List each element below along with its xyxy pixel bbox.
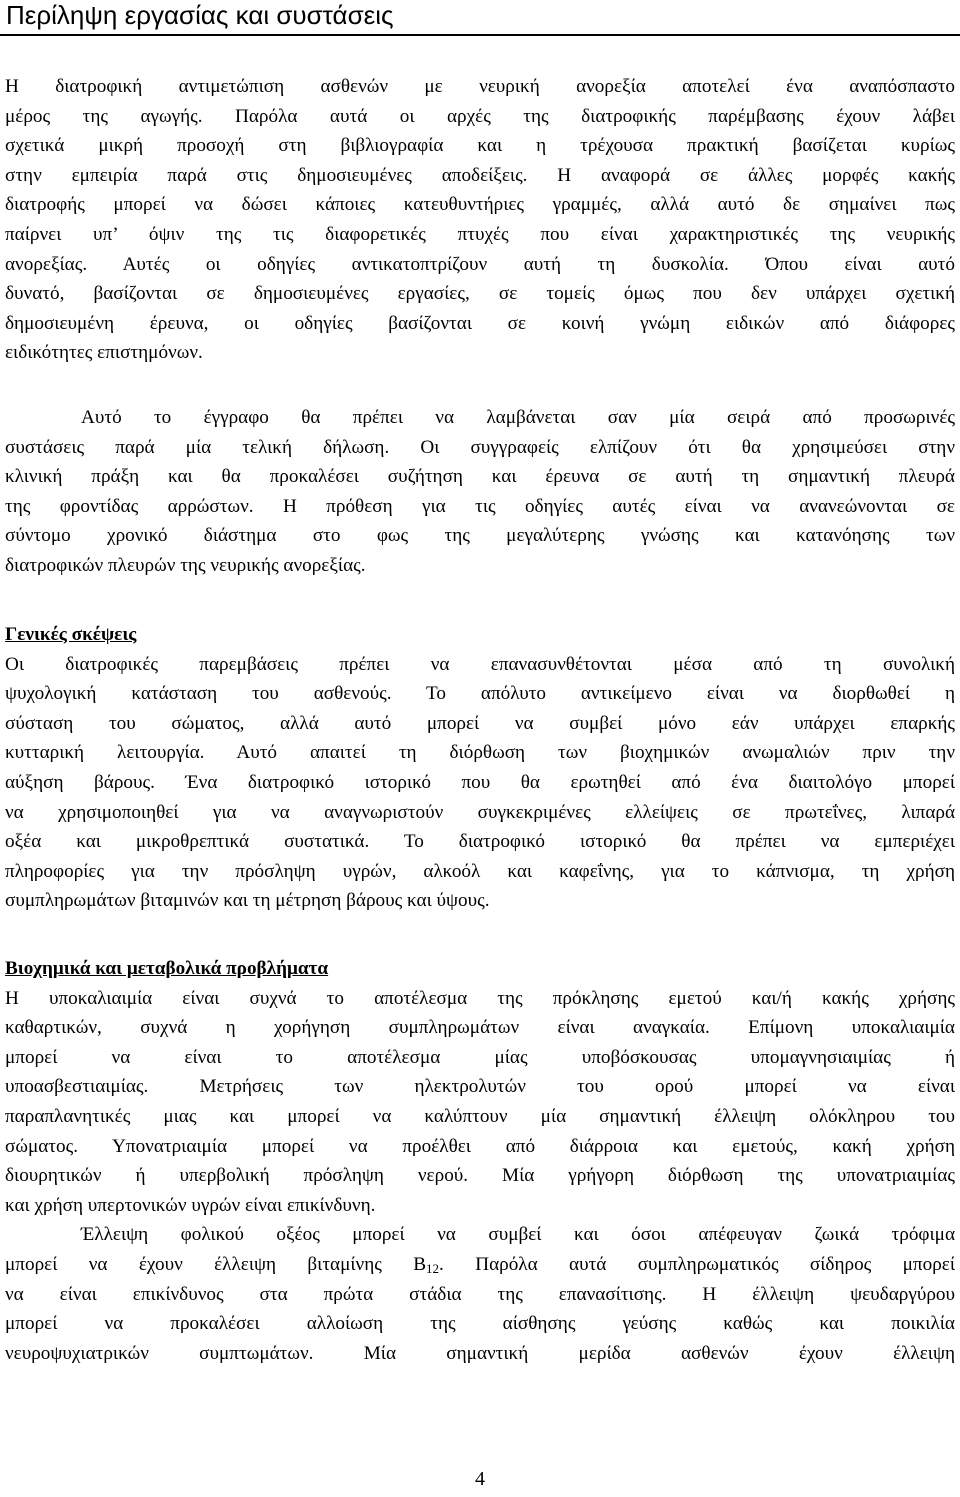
text-line: και χρήση υπερτονικών υγρών είναι επικίνδυνη. xyxy=(5,1194,376,1216)
title-underline xyxy=(0,34,960,36)
text-line: οξέα και μικροθρεπτικά συστατικά. Το διατροφικό ιστορικό θα πρέπει να εμπεριέχει xyxy=(5,831,955,853)
text-line: ψυχολογική κατάσταση του ασθενούς. Το απόλυτο αντικείμενο είναι να διορθωθεί η xyxy=(5,683,955,705)
b12-text-after: . Παρόλα αυτά συμπληρωματικός σίδηρος μπορεί xyxy=(439,1253,955,1275)
text-line: της φροντίδας αρρώστων. Η πρόθεση για τις οδηγίες αυτές είναι να ανανεώνονται σε xyxy=(5,495,955,517)
text-line: να είναι επικίνδυνος στα πρώτα στάδια της επανασίτισης. Η έλλειψη ψευδαργύρου xyxy=(5,1283,955,1305)
text-line: να χρησιμοποιηθεί για να αναγνωριστούν συγκεκριμένες ελλείψεις σε πρωτεΐνες, λιπαρά xyxy=(5,801,955,823)
text-line: ανορεξίας. Αυτές οι οδηγίες αντικατοπτρίζουν αυτή τη δυσκολία. Όπου είναι αυτό xyxy=(5,253,955,275)
text-line: Η διατροφική αντιμετώπιση ασθενών με νευρική ανορεξία αποτελεί ένα αναπόσπαστο xyxy=(5,76,955,97)
text-line: σώματος. Υπονατριαιμία μπορεί να προέλθει από διάρροια και εμετούς, κακή χρήση xyxy=(5,1135,955,1157)
text-line: μπορεί να προκαλέσει αλλοίωση της αίσθησης γεύσης καθώς και ποικιλία xyxy=(5,1313,955,1335)
biochem-section xyxy=(5,954,955,1368)
text-line: συμπληρωμάτων βιταμινών και τη μέτρηση βάρους και ύψους. xyxy=(5,890,490,912)
text-line: σύντομο χρονικό διάστημα στο φως της μεγαλύτερης γνώσης και κατανόησης των xyxy=(5,525,955,547)
page-title: Περίληψη εργασίας και συστάσεις xyxy=(6,0,394,30)
text-line: διατροφής μπορεί να δώσει κάποιες κατευθυντήριες γραμμές, αλλά αυτό δε σημαίνει πως xyxy=(5,194,955,216)
text-line: παίρνει υπ’ όψιν της τις διαφορετικές πτυχές που είναι χαρακτηριστικές της νευρικής xyxy=(5,223,955,245)
text-line: Έλλειψη φολικού οξέος μπορεί να συμβεί και όσοι απέφευγαν ζωικά τρόφιμα xyxy=(81,1224,955,1246)
text-line: Αυτό το έγγραφο θα πρέπει να λαμβάνεται σαν μία σειρά από προσωρινές xyxy=(81,407,955,428)
text-line: ειδικότητες επιστημόνων. xyxy=(5,342,203,364)
page-number: 4 xyxy=(475,1468,485,1490)
text-line: διατροφικών πλευρών της νευρικής ανορεξίας. xyxy=(5,554,366,576)
text-line: υποασβεστιαιμίας. Μετρήσεις των ηλεκτρολυτών του ορού μπορεί να είναι xyxy=(5,1076,955,1098)
text-line: αύξηση βάρους. Ένα διατροφικό ιστορικό που θα ερωτηθεί από ένα διαιτολόγο μπορεί xyxy=(5,771,955,793)
text-line: δημοσιευμένη έρευνα, οι οδηγίες βασίζονται σε κοινή γνώμη ειδικών από διάφορες xyxy=(5,312,955,334)
text-line: σύσταση του σώματος, αλλά αυτό μπορεί να συμβεί μόνο εάν υπάρχει επαρκής xyxy=(5,712,955,734)
b12-text-before: μπορεί να έχουν έλλειψη βιταμίνης B xyxy=(5,1253,427,1275)
text-line: καθαρτικών, συχνά η χορήγηση συμπληρωμάτων είναι αναγκαία. Επίμονη υποκαλιαιμία xyxy=(5,1017,955,1039)
text-line: νευροψυχιατρικών συμπτωμάτων. Μία σημαντική μερίδα ασθενών έχουν έλλειψη xyxy=(5,1342,955,1364)
text-line: Οι διατροφικές παρεμβάσεις πρέπει να επανασυνθέτονται μέσα από τη συνολική xyxy=(5,653,955,675)
general-section xyxy=(5,620,955,916)
text-line-b12 xyxy=(5,1250,955,1280)
section-heading-biochem: Βιοχημικά και μεταβολικά προβλήματα xyxy=(5,958,329,979)
text-line: μέρος της αγωγής. Παρόλα αυτά οι αρχές της διατροφικής παρέμβασης έχουν λάβει xyxy=(5,105,955,127)
summary-paragraph-1 xyxy=(5,72,955,368)
text-line: παραπλανητικές μιας και μπορεί να καλύπτουν μία σημαντική έλλειψη ολόκληρου του xyxy=(5,1105,955,1127)
text-line: συστάσεις παρά μία τελική δήλωση. Οι συγγραφείς ελπίζουν ότι θα χρησιμεύσει στην xyxy=(5,436,955,458)
text-line: διουρητικών ή υπερβολική πρόσληψη νερού. Μία γρήγορη διόρθωση της υπονατριαιμίας xyxy=(5,1165,955,1187)
text-line: πληροφορίες για την πρόσληψη υγρών, αλκοόλ και καφεΐνης, για το κάπνισμα, τη χρήση xyxy=(5,860,955,882)
section-heading-general: Γενικές σκέψεις xyxy=(5,624,137,645)
text-line: Η υποκαλιαιμία είναι συχνά το αποτέλεσμα της πρόκλησης εμετού και/ή κακής χρήσης xyxy=(5,987,955,1009)
text-line: δυνατό, βασίζονται σε δημοσιευμένες εργασίες, σε τομείς όμως που δεν υπάρχει σχετική xyxy=(5,283,955,305)
text-line: κυτταρική λειτουργία. Αυτό απαιτεί τη διόρθωση των βιοχημικών ανωμαλιών πριν την xyxy=(5,742,955,764)
summary-paragraph-2 xyxy=(5,403,955,581)
text-line: σχετικά μικρή προσοχή στη βιβλιογραφία και η τρέχουσα πρακτική βασίζεται κυρίως xyxy=(5,135,955,157)
text-line: μπορεί να είναι το αποτέλεσμα μίας υποβόσκουσας υπομαγνησιαιμίας ή xyxy=(5,1046,955,1068)
b12-subscript: 12 xyxy=(426,1260,440,1276)
text-line: κλινική πράξη και θα προκαλέσει συζήτηση και έρευνα σε αυτή τη σημαντική πλευρά xyxy=(5,466,955,488)
text-line: στην εμπειρία παρά στις δημοσιευμένες αποδείξεις. Η αναφορά σε άλλες μορφές κακής xyxy=(5,164,955,186)
